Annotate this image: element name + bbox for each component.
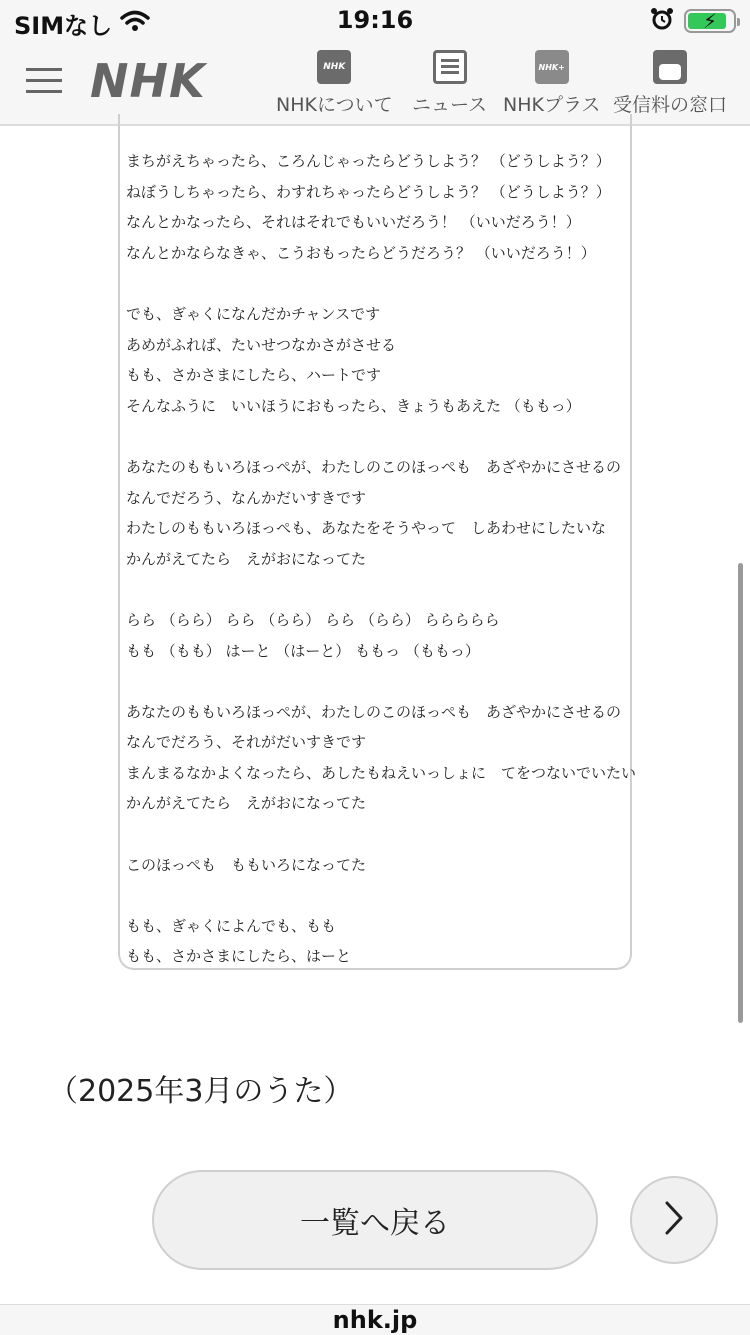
- nav-label: 受信料の窓口: [613, 94, 728, 116]
- page-scrollbar[interactable]: [738, 563, 743, 1023]
- battery-charging-icon: ⚡: [684, 9, 736, 33]
- lyric-line: かんがえてたら えがおになってた: [126, 794, 367, 813]
- status-time: 19:16: [336, 6, 414, 34]
- lyric-line: あなたのももいろほっぺが、わたしのこのほっぺも あざやかにさせるの: [126, 702, 622, 721]
- lyric-line: なんでだろう、それがだいすきです: [126, 733, 367, 752]
- lyric-line: まんまるなかよくなったら、あしたもねえいっしょに てをつないでいたい: [126, 763, 637, 782]
- nhk-logo[interactable]: NHK: [90, 54, 206, 108]
- lyric-line: らら （らら） らら （らら） らら （らら） ららららら: [126, 610, 500, 629]
- lyric-line: あなたのももいろほっぺが、わたしのこのほっぺも あざやかにさせるの: [126, 457, 622, 476]
- lyric-line: もも、さかさまにしたら、ハートです: [126, 366, 382, 385]
- nav-label: NHKプラス: [503, 94, 601, 116]
- lyric-line: もも （もも） はーと （はーと） ももっ （ももっ）: [126, 641, 480, 660]
- back-to-list-button[interactable]: 一覧へ戻る: [152, 1170, 598, 1270]
- lyric-line: そんなふうに いいほうにおもったら、きょうもあえた （ももっ）: [126, 396, 581, 415]
- carrier-label: SIMなし: [14, 12, 113, 40]
- status-bar: [0, 0, 750, 40]
- nav-item-about[interactable]: [276, 50, 393, 122]
- lyric-line: あめがふれば、たいせつなかさがさせる: [126, 335, 397, 354]
- nav-label: ニュース: [412, 94, 488, 116]
- footer-domain[interactable]: nhk.jp: [0, 1304, 750, 1335]
- lyric-line: なんでだろう、なんかだいすきです: [126, 488, 367, 507]
- nav-item-news[interactable]: [412, 50, 487, 122]
- lyric-line: もも、ぎゃくによんでも、もも: [126, 916, 337, 935]
- status-left: [14, 6, 150, 41]
- lyric-line: もも、さかさまにしたら、はーと: [126, 947, 352, 966]
- lyrics-text: [126, 146, 637, 972]
- lyric-line: [126, 666, 631, 697]
- nav-label: NHKについて: [276, 94, 393, 116]
- hamburger-menu-icon[interactable]: [26, 62, 62, 102]
- lyric-line: なんとかならなきゃ、こうおもったらどうだろう？ （いいだろう！）: [126, 243, 596, 262]
- lyric-line: [126, 421, 631, 452]
- lyric-line: [126, 268, 631, 299]
- alarm-icon: [650, 7, 674, 35]
- lyric-line: ねぼうしちゃったら、わすれちゃったらどうしよう？ （どうしよう？）: [126, 182, 611, 201]
- chevron-right-icon: [662, 1200, 686, 1240]
- lyric-line: [126, 880, 631, 911]
- lyric-line: かんがえてたら えがおになってた: [126, 549, 367, 568]
- lyric-line: でも、ぎゃくになんだかチャンスです: [126, 304, 381, 323]
- lyric-line: [126, 819, 631, 850]
- lyric-line: このほっぺも ももいろになってた: [126, 855, 367, 874]
- nhk-plus-icon: NHK+: [535, 50, 569, 84]
- lyric-line: わたしのももいろほっぺも、あなたをそうやって しあわせにしたいな: [126, 519, 607, 538]
- song-date: （2025年3月のうた）: [48, 1074, 354, 1109]
- wifi-icon: [120, 10, 150, 38]
- lyric-line: なんとかなったら、それはそれでもいいだろう！ （いいだろう！）: [126, 213, 581, 232]
- domo-icon: [653, 50, 687, 84]
- lyric-line: まちがえちゃったら、ころんじゃったらどうしよう？ （どうしよう？）: [126, 152, 611, 170]
- lyric-line: [126, 574, 631, 605]
- next-button[interactable]: [630, 1176, 718, 1264]
- status-right: [650, 7, 736, 35]
- news-icon: [433, 50, 467, 84]
- nav-item-nhk-plus[interactable]: [503, 50, 600, 122]
- nav-item-reception-fee[interactable]: [613, 50, 727, 122]
- nhk-logo-icon: NHK: [317, 50, 351, 84]
